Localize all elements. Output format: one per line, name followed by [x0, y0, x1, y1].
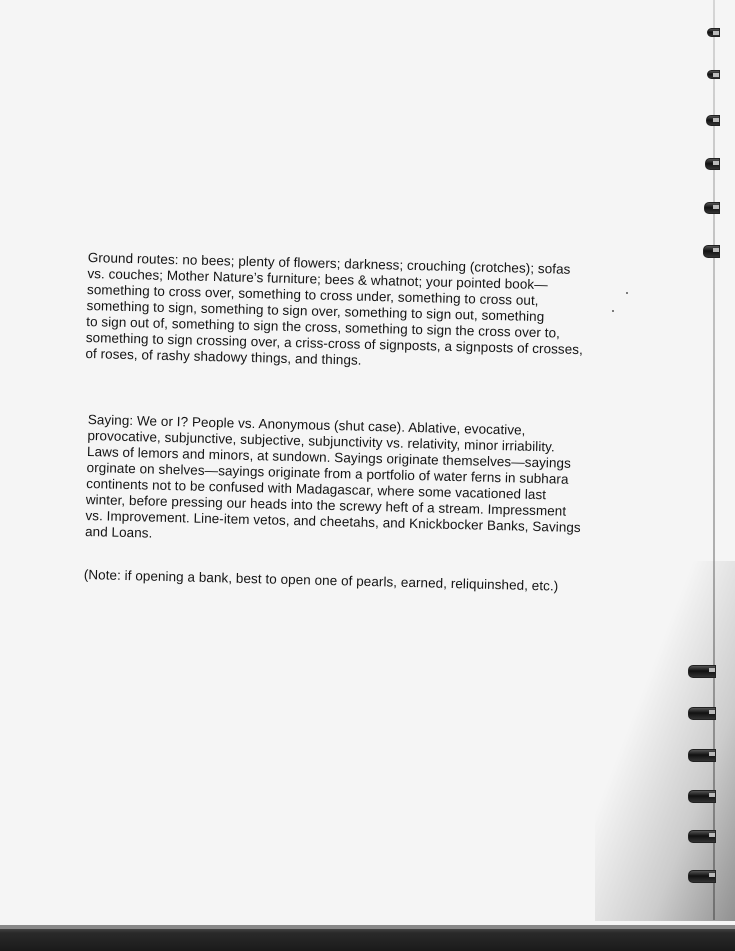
- paragraph-saying: Saying: We or I? People vs. Anonymous (shut case). Ablative, evocative, provocative, subjunctive, subjective, subjunctivity vs. relativity, minor irriability. Laws of lemors and minors, at sundown. Sayings originate themselves—sayings orginate on shelves—sayings originate from a portfolio of water ferns in subhara continents not to be confused with Madagascar, where some vacationed last winter, before pressing our heads into the screwy heft of a stream. Impressment vs. Improvement. Line-item vetos, and cheetahs, and Knickbocker Banks, Savings and Loans.: [84, 412, 581, 541]
- binding-hook-icon: [707, 28, 720, 37]
- binding-hook-icon: [705, 158, 720, 170]
- binding-hook-icon: [688, 830, 716, 843]
- binding-hook-icon: [688, 870, 716, 883]
- binding-hook-icon: [706, 115, 720, 126]
- binding-hook-icon: [688, 707, 716, 720]
- binding-bottom-bar: [0, 925, 735, 951]
- scan-speck: [626, 292, 628, 294]
- binding-hook-icon: [688, 790, 716, 803]
- binding-hook-icon: [688, 749, 716, 762]
- paragraph-note: (Note: if opening a bank, best to open one of pearls, earned, reliquinshed, etc.): [83, 567, 559, 594]
- page-edge: [713, 0, 715, 920]
- binding-hook-icon: [688, 665, 716, 678]
- paragraph-ground-routes: Ground routes: no bees; plenty of flowers; darkness; crouching (crotches); sofas vs. couches; Mother Nature’s furniture; bees & whatnot; your pointed book— something to cross over, something to cross under, something to cross out, something to sign, something to sign over, something to sign out, something to sign out of, something to sign the cross, something to sign the cross over to, something to sign crossing over, a criss-cross of signposts, a signposts of crosses, of roses, of rashy shadowy things, and things.: [85, 250, 584, 368]
- binding-hook-icon: [707, 70, 720, 79]
- binding-hook-icon: [703, 245, 720, 258]
- binding-hook-icon: [704, 202, 720, 214]
